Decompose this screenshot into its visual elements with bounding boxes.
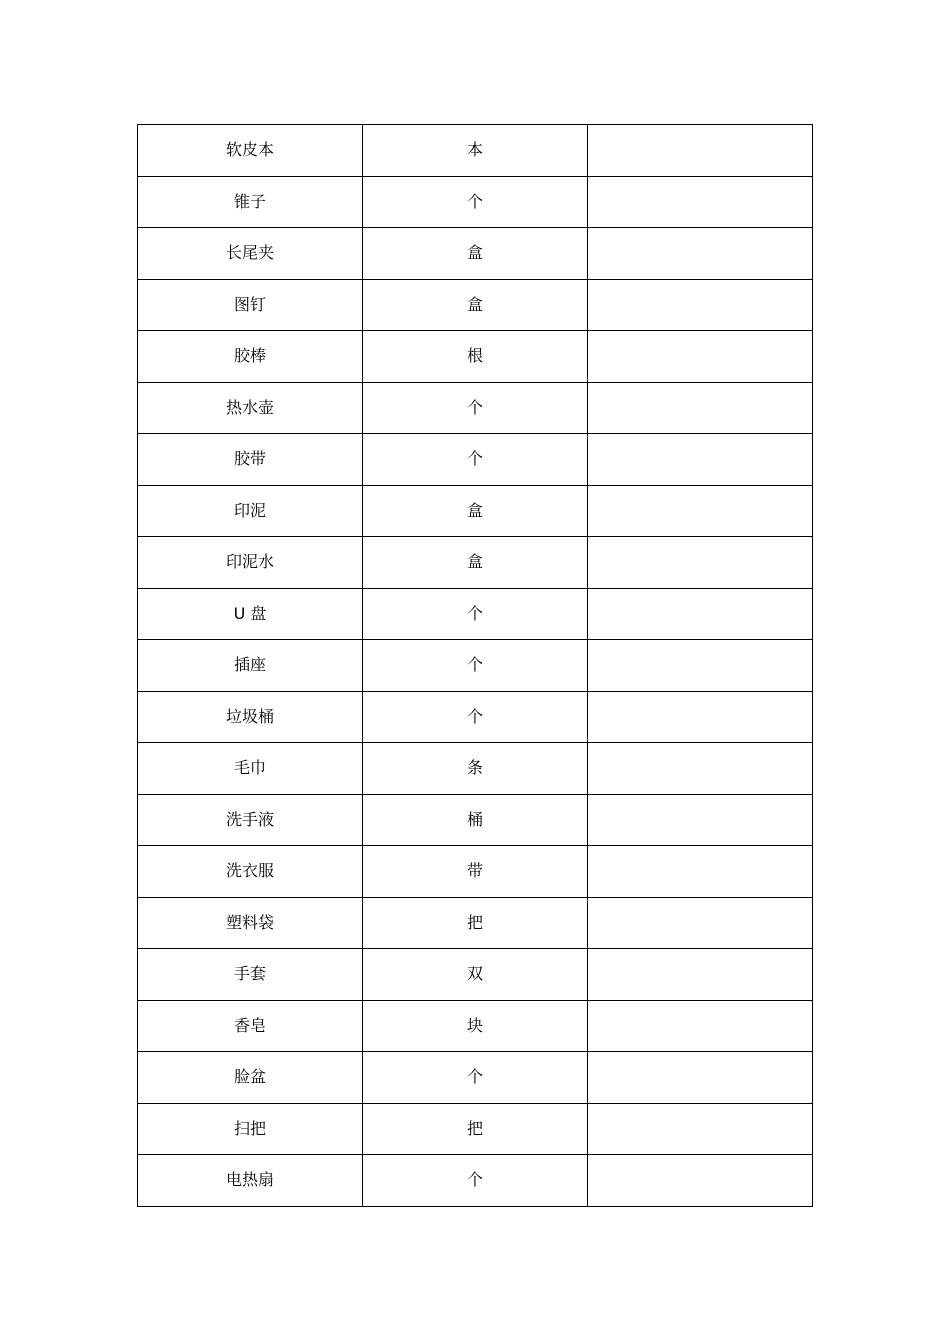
item-name-cell: U 盘 xyxy=(138,588,363,640)
item-name-cell: 胶带 xyxy=(138,434,363,486)
table-row xyxy=(138,640,813,692)
item-name-cell: 脸盆 xyxy=(138,1052,363,1104)
table-row xyxy=(138,846,813,898)
item-name-cell: 手套 xyxy=(138,949,363,1001)
item-name-cell: 洗衣服 xyxy=(138,846,363,898)
item-name-cell: 香皂 xyxy=(138,1000,363,1052)
note-cell xyxy=(588,794,813,846)
table-row xyxy=(138,897,813,949)
table-row xyxy=(138,1103,813,1155)
unit-cell: 个 xyxy=(363,382,588,434)
item-name-cell: 印泥 xyxy=(138,485,363,537)
supplies-table-body xyxy=(138,125,813,1207)
note-cell xyxy=(588,1000,813,1052)
table-row xyxy=(138,1000,813,1052)
note-cell xyxy=(588,743,813,795)
unit-cell: 把 xyxy=(363,1103,588,1155)
unit-cell: 盒 xyxy=(363,485,588,537)
item-name-cell: 热水壶 xyxy=(138,382,363,434)
unit-cell: 个 xyxy=(363,691,588,743)
item-name-cell: 电热扇 xyxy=(138,1155,363,1207)
note-cell xyxy=(588,691,813,743)
table-row xyxy=(138,125,813,177)
table-row xyxy=(138,434,813,486)
note-cell xyxy=(588,382,813,434)
item-name-cell: 扫把 xyxy=(138,1103,363,1155)
unit-cell: 盒 xyxy=(363,537,588,589)
unit-cell: 条 xyxy=(363,743,588,795)
table-row xyxy=(138,1052,813,1104)
table-row xyxy=(138,691,813,743)
table-row xyxy=(138,743,813,795)
note-cell xyxy=(588,537,813,589)
table-row xyxy=(138,228,813,280)
supplies-table xyxy=(137,124,813,1207)
table-row xyxy=(138,949,813,1001)
unit-cell: 个 xyxy=(363,1052,588,1104)
item-name-cell: 锥子 xyxy=(138,176,363,228)
unit-cell: 盒 xyxy=(363,279,588,331)
unit-cell: 桶 xyxy=(363,794,588,846)
note-cell xyxy=(588,228,813,280)
note-cell xyxy=(588,588,813,640)
note-cell xyxy=(588,434,813,486)
item-name-cell: 塑料袋 xyxy=(138,897,363,949)
item-name-cell: 垃圾桶 xyxy=(138,691,363,743)
note-cell xyxy=(588,897,813,949)
item-name-cell: 图钉 xyxy=(138,279,363,331)
note-cell xyxy=(588,949,813,1001)
table-row xyxy=(138,485,813,537)
item-name-cell: 洗手液 xyxy=(138,794,363,846)
note-cell xyxy=(588,1155,813,1207)
item-name-cell: 插座 xyxy=(138,640,363,692)
table-row xyxy=(138,331,813,383)
unit-cell: 个 xyxy=(363,176,588,228)
unit-cell: 双 xyxy=(363,949,588,1001)
note-cell xyxy=(588,846,813,898)
unit-cell: 带 xyxy=(363,846,588,898)
unit-cell: 根 xyxy=(363,331,588,383)
note-cell xyxy=(588,279,813,331)
unit-cell: 块 xyxy=(363,1000,588,1052)
unit-cell: 把 xyxy=(363,897,588,949)
table-row xyxy=(138,382,813,434)
table-row xyxy=(138,537,813,589)
unit-cell: 本 xyxy=(363,125,588,177)
note-cell xyxy=(588,1103,813,1155)
table-row xyxy=(138,794,813,846)
note-cell xyxy=(588,176,813,228)
table-row xyxy=(138,279,813,331)
note-cell xyxy=(588,331,813,383)
item-name-cell: 长尾夹 xyxy=(138,228,363,280)
note-cell xyxy=(588,125,813,177)
item-name-cell: 软皮本 xyxy=(138,125,363,177)
item-name-cell: 胶棒 xyxy=(138,331,363,383)
unit-cell: 个 xyxy=(363,1155,588,1207)
unit-cell: 个 xyxy=(363,588,588,640)
table-row xyxy=(138,176,813,228)
item-name-cell: 毛巾 xyxy=(138,743,363,795)
item-name-cell: 印泥水 xyxy=(138,537,363,589)
unit-cell: 盒 xyxy=(363,228,588,280)
note-cell xyxy=(588,1052,813,1104)
note-cell xyxy=(588,485,813,537)
table-row xyxy=(138,588,813,640)
note-cell xyxy=(588,640,813,692)
unit-cell: 个 xyxy=(363,434,588,486)
table-row xyxy=(138,1155,813,1207)
unit-cell: 个 xyxy=(363,640,588,692)
